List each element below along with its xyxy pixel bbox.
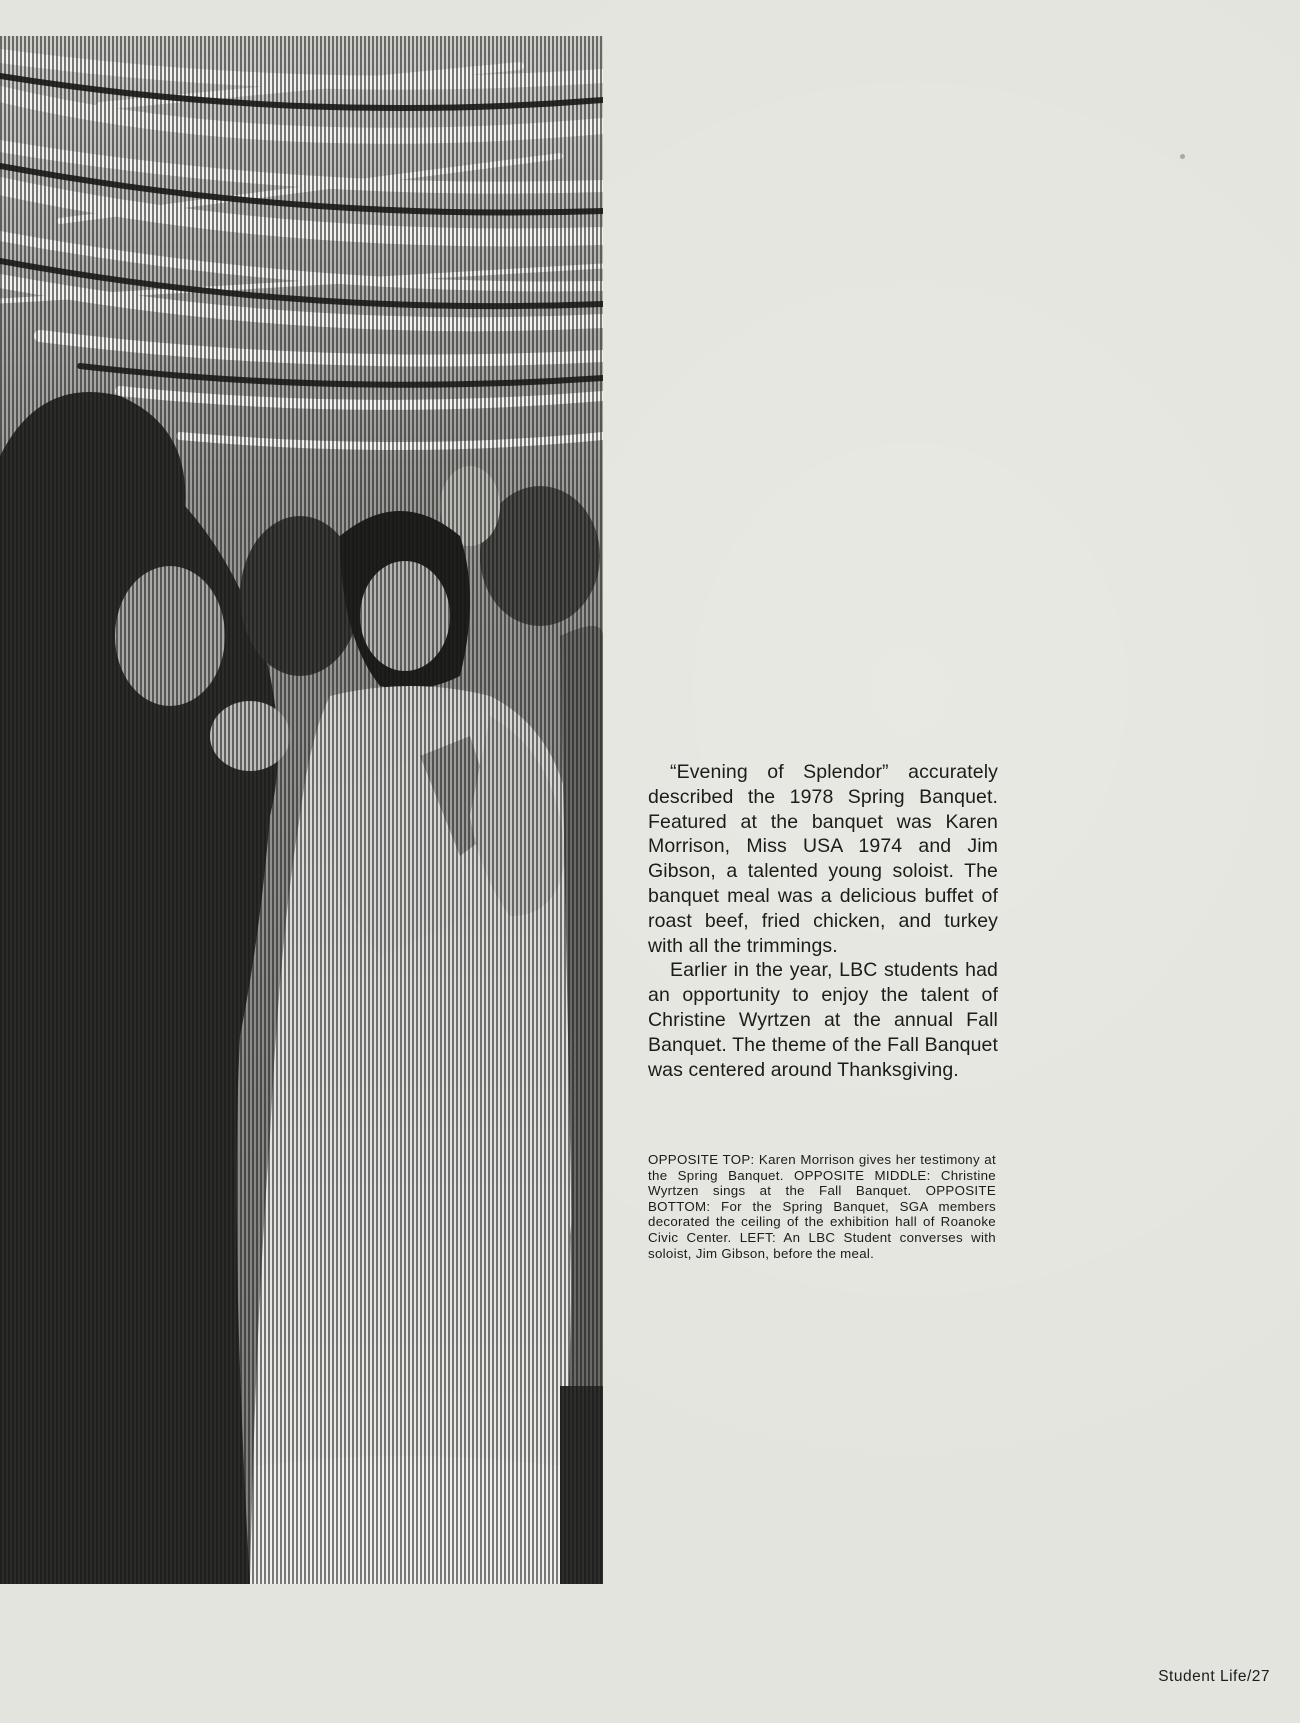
line-screen-photo [0, 36, 603, 1584]
article-text [648, 760, 998, 1082]
article-paragraph-2: Earlier in the year, LBC students had an opportunity to enjoy the talent of Christine Wyrtzen at the annual Fall Banquet. The theme of the Fall Banquet was centered around Thanksgiving. [648, 959, 998, 1081]
page-folio: Student Life/27 [1158, 1668, 1270, 1685]
photo-caption: OPPOSITE TOP: Karen Morrison gives her testimony at the Spring Banquet. OPPOSITE MIDDLE: Christine Wyrtzen sings at the Fall Banquet. OPPOSITE BOTTOM: For the Spring Banquet, SGA members decorated the ceiling of the exhibition hall of Roanoke Civic Center. LEFT: An LBC Student converses with soloist, Jim Gibson, before the meal. [648, 1152, 996, 1261]
article-paragraph-1: “Evening of Splendor” accurately described the 1978 Spring Banquet. Featured at the banquet was Karen Morrison, Miss USA 1974 and Jim Gibson, a talented young soloist. The banquet meal was a delicious buffet of roast beef, fried chicken, and turkey with all the trimmings. [648, 761, 998, 957]
paper-speck [1180, 154, 1185, 159]
banquet-photograph [0, 36, 603, 1584]
